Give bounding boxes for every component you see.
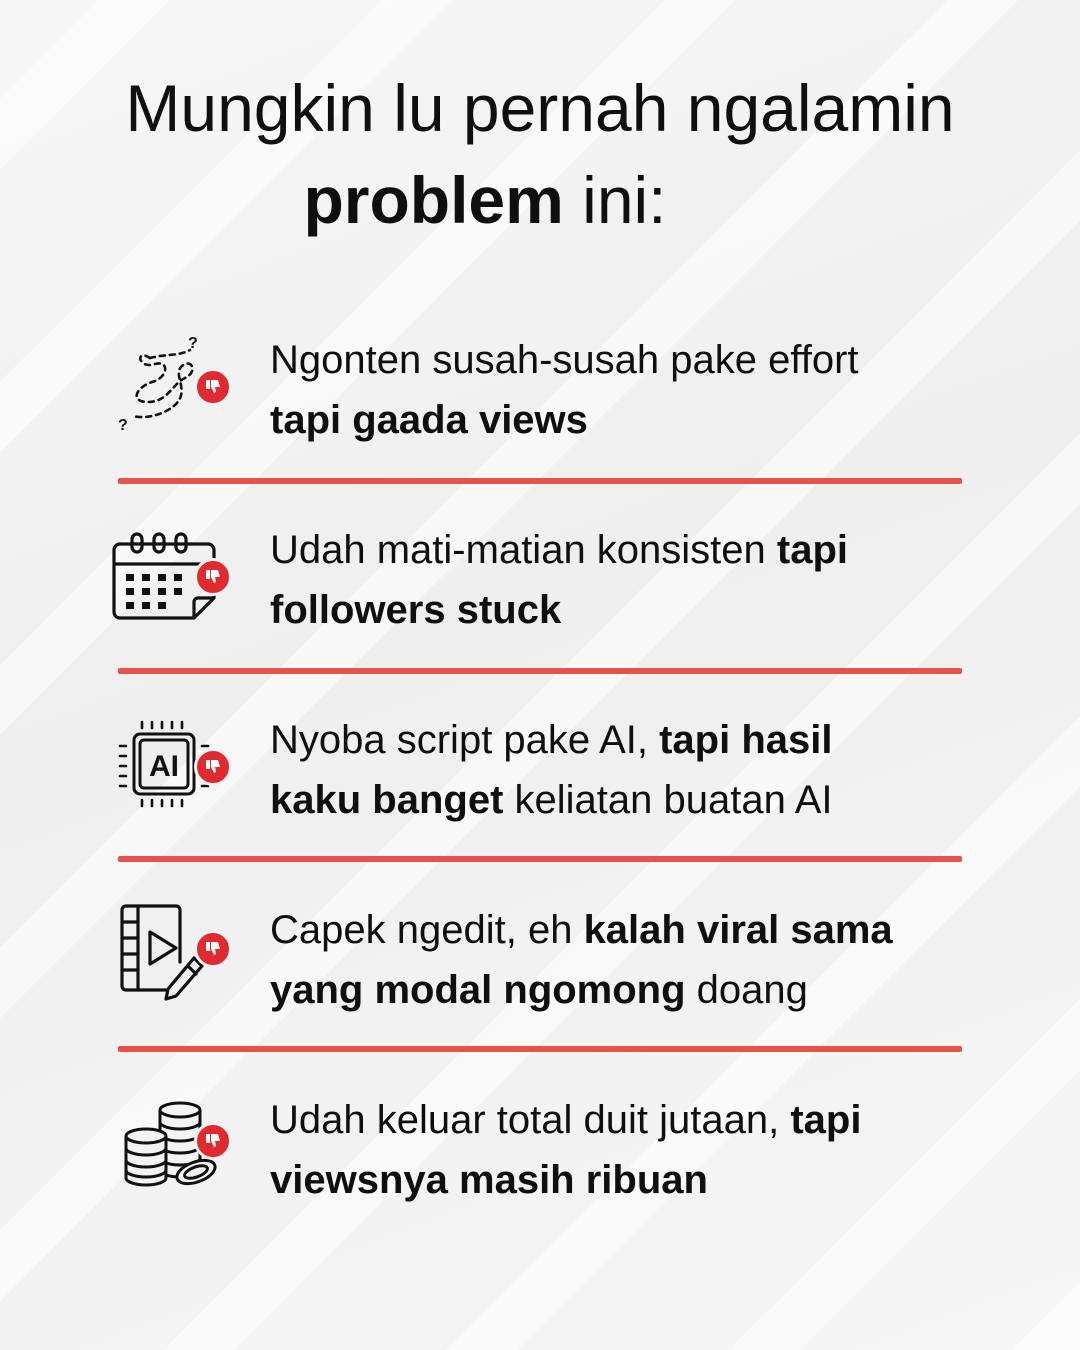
title-line-2-rest: ini: bbox=[563, 163, 667, 237]
thumbs-down-badge-icon bbox=[194, 1122, 232, 1160]
problem-item-4 bbox=[110, 900, 970, 1050]
divider-3 bbox=[118, 856, 962, 862]
problem-text-5 bbox=[270, 1090, 970, 1210]
item-2-normal-1: Udah mati-matian konsisten bbox=[270, 528, 777, 572]
item-2-bold-2: followers stuck bbox=[270, 588, 562, 632]
item-3-normal-1: Nyoba script pake AI, bbox=[270, 718, 660, 762]
divider-1 bbox=[118, 478, 962, 484]
item-3-normal-2: keliatan buatan AI bbox=[503, 778, 833, 822]
problem-text-4 bbox=[270, 900, 970, 1020]
coins-icon bbox=[110, 1090, 240, 1210]
item-5-bold-2: viewsnya masih ribuan bbox=[270, 1158, 708, 1202]
item-3-bold-2: kaku banget bbox=[270, 778, 504, 822]
problem-item-1 bbox=[110, 330, 970, 480]
thumbs-down-badge-icon bbox=[194, 930, 232, 968]
divider-4 bbox=[118, 1046, 962, 1052]
thumbs-down-badge-icon bbox=[194, 558, 232, 596]
item-1-normal-1: Ngonten susah-susah pake effort bbox=[270, 338, 859, 382]
video-edit-icon bbox=[110, 900, 240, 1020]
page-title bbox=[0, 62, 1080, 246]
item-4-bold-1: kalah viral sama bbox=[583, 908, 893, 952]
problem-text-1 bbox=[270, 330, 970, 450]
calendar-icon bbox=[110, 520, 240, 640]
title-line-2 bbox=[0, 154, 1080, 246]
thumbs-down-badge-icon bbox=[194, 748, 232, 786]
item-2-bold-1: tapi bbox=[776, 528, 849, 572]
problem-item-5 bbox=[110, 1090, 970, 1240]
item-4-normal-2: doang bbox=[685, 968, 808, 1012]
item-3-bold-1: tapi hasil bbox=[659, 718, 833, 762]
item-5-normal-1: Udah keluar total duit jutaan, bbox=[270, 1098, 791, 1142]
item-4-bold-2: yang modal ngomong bbox=[270, 968, 686, 1012]
item-4-normal-1: Capek ngedit, eh bbox=[270, 908, 584, 952]
ai-chip-icon bbox=[110, 710, 240, 830]
divider-2 bbox=[118, 668, 962, 674]
tangled-path-icon bbox=[110, 330, 240, 450]
item-1-bold-2: tapi gaada views bbox=[270, 398, 588, 442]
title-bold-word: problem bbox=[303, 163, 564, 237]
svg-text:?: ? bbox=[118, 417, 128, 434]
problem-text-3 bbox=[270, 710, 970, 830]
title-line-1: Mungkin lu pernah ngalamin bbox=[125, 71, 955, 145]
thumbs-down-badge-icon bbox=[194, 368, 232, 406]
problem-text-2 bbox=[270, 520, 970, 640]
problem-item-2 bbox=[110, 520, 970, 670]
svg-text:?: ? bbox=[188, 335, 198, 352]
problem-item-3 bbox=[110, 710, 970, 860]
item-5-bold-1: tapi bbox=[790, 1098, 862, 1142]
svg-text:AI: AI bbox=[149, 750, 179, 783]
